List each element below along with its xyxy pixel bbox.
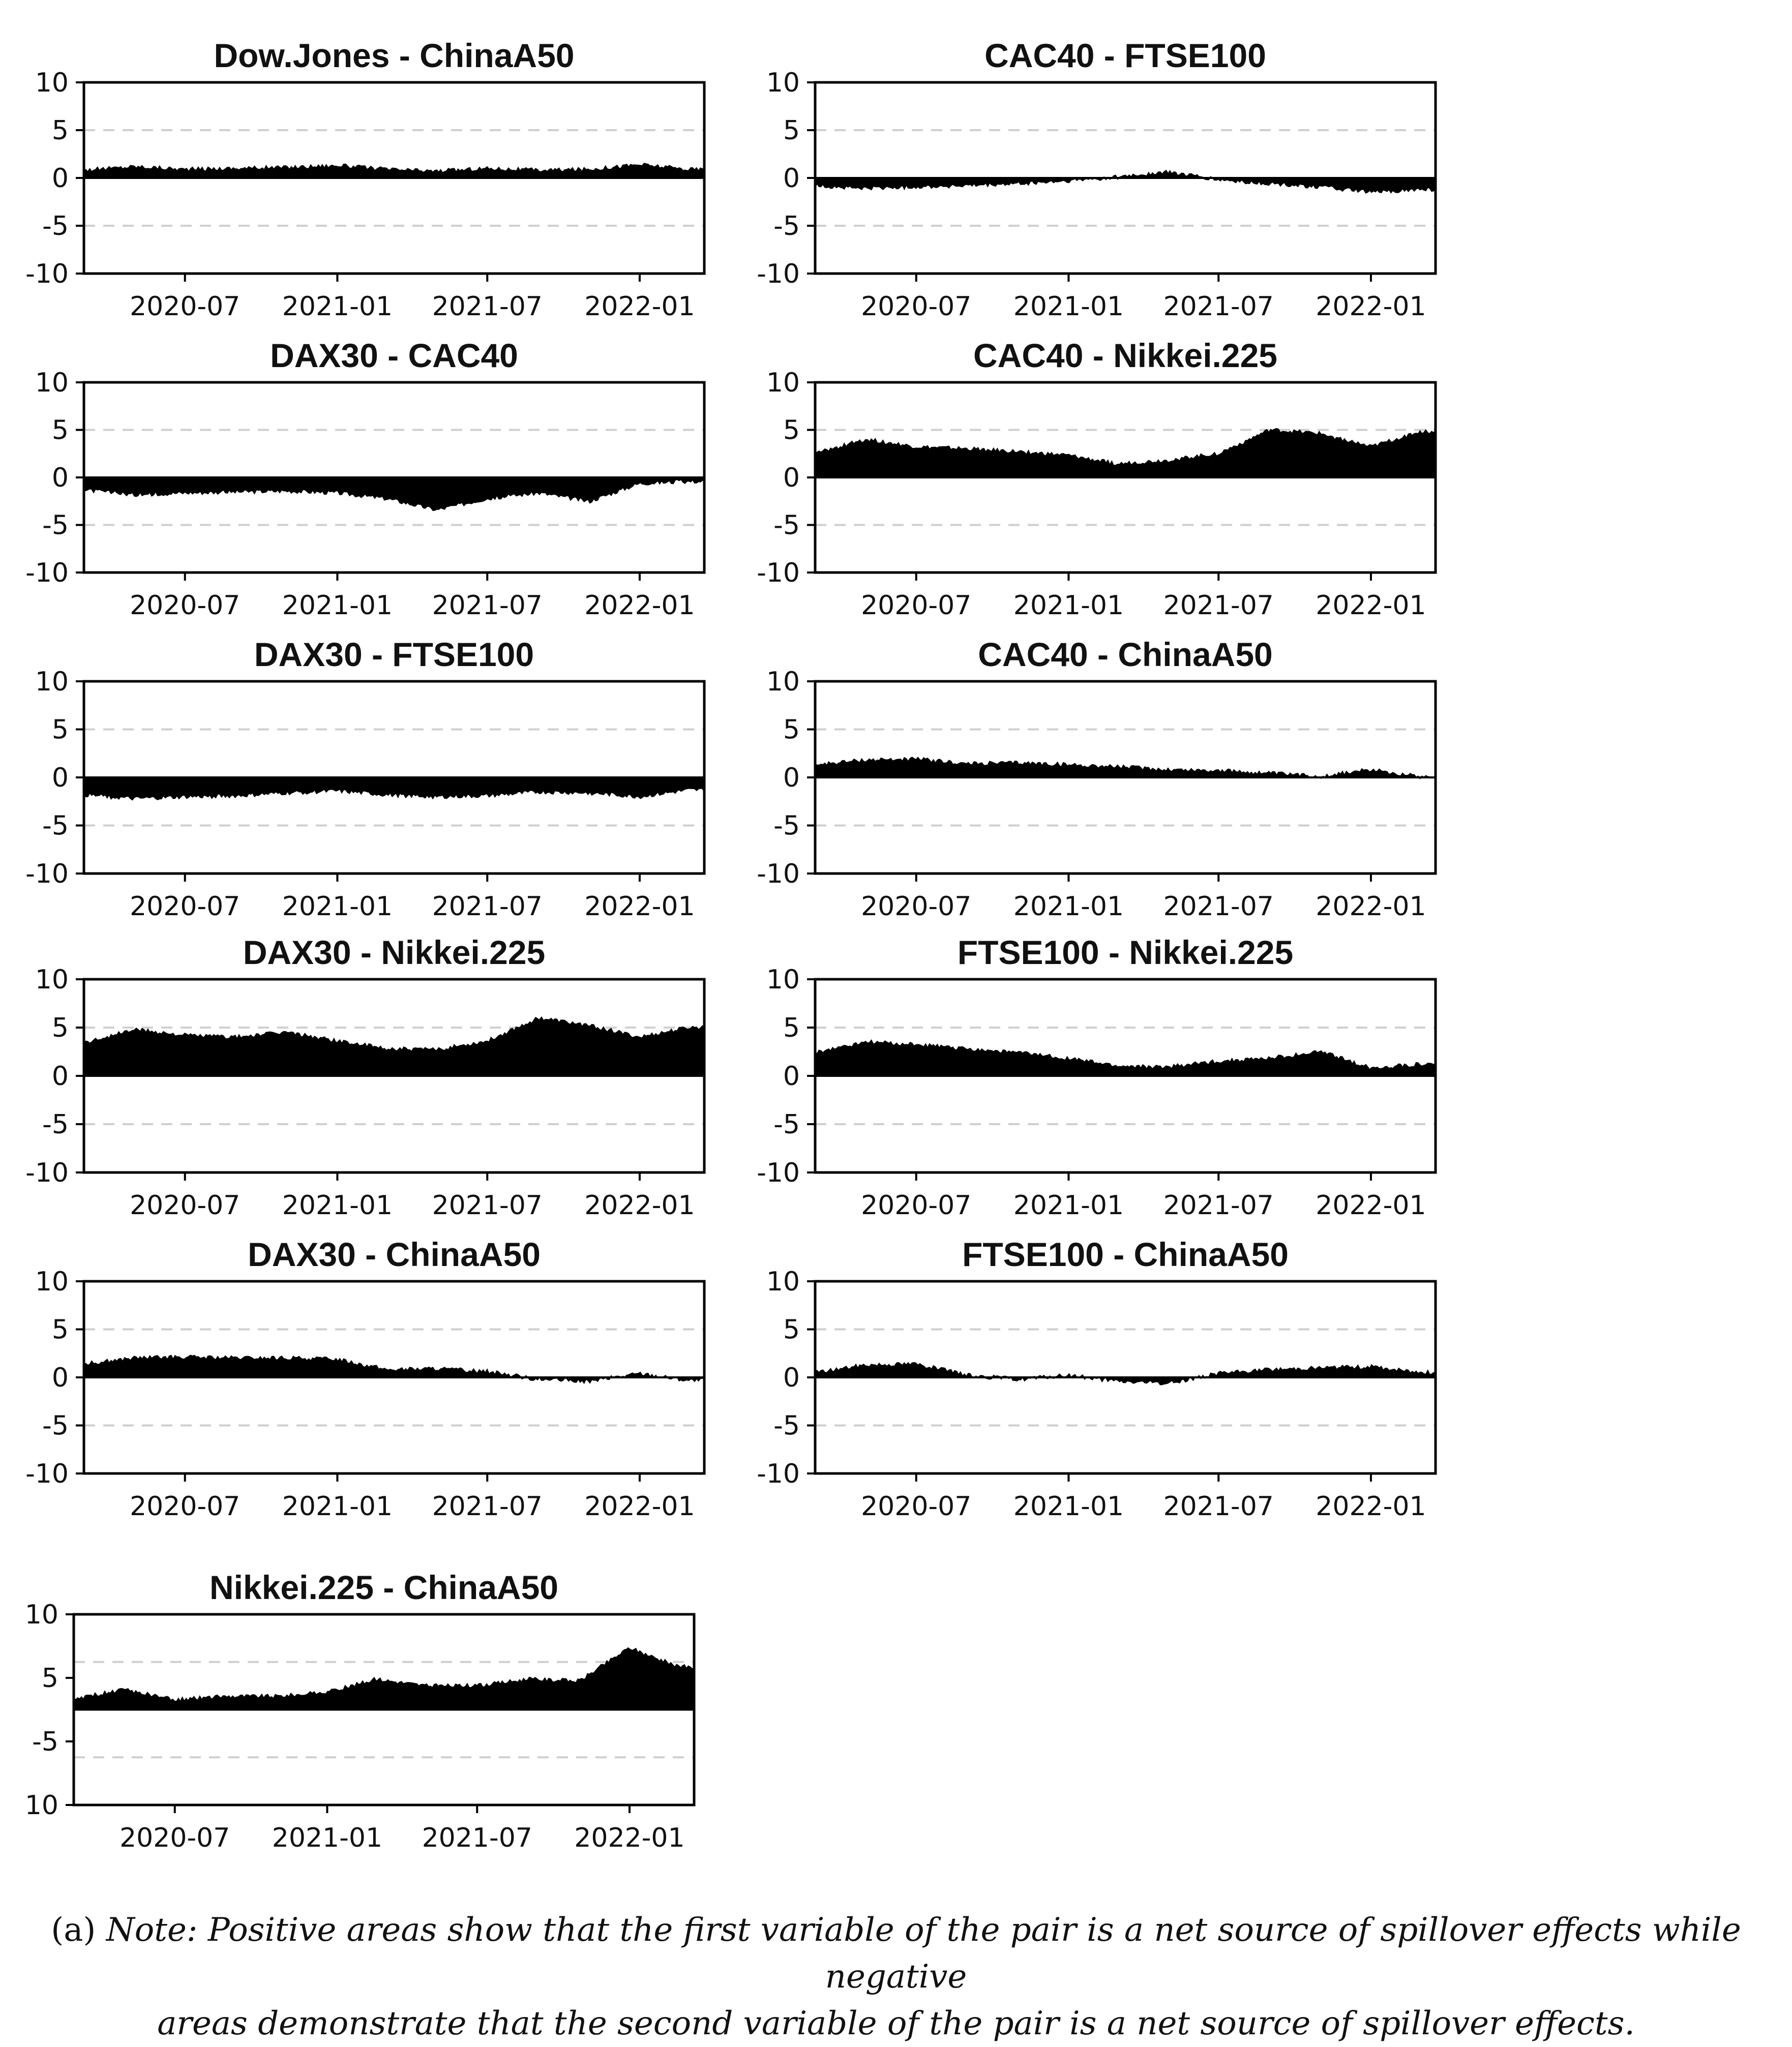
x-tick-label: 2020-07: [130, 291, 241, 322]
caption-line-1: [0, 1907, 1792, 2000]
x-tick-label: 2021-07: [432, 291, 543, 322]
y-tick-label: -10: [757, 1459, 800, 1489]
y-tick-label: -5: [42, 810, 69, 841]
x-tick-label: 2022-01: [1316, 891, 1426, 922]
y-tick-label: -5: [42, 510, 69, 541]
x-tick-label: 2022-01: [584, 891, 695, 922]
y-tick-label: -10: [25, 259, 69, 289]
y-tick-label: 0: [783, 163, 800, 194]
x-tick-label: 2021-01: [1013, 291, 1124, 322]
y-tick-label: 0: [783, 463, 800, 493]
y-tick-label: -5: [773, 1410, 800, 1441]
y-tick-label: -5: [773, 510, 800, 541]
y-tick-label: -5: [42, 1109, 69, 1140]
x-tick-label: 2021-01: [282, 1190, 393, 1221]
chart-panel-10: [757, 1236, 1436, 1522]
x-tick-label: 2020-07: [861, 1491, 972, 1522]
panel-title: DAX30 - ChinaA50: [248, 1236, 541, 1273]
x-tick-label: 2022-01: [1316, 590, 1426, 621]
y-tick-label: 5: [783, 1314, 800, 1345]
y-tick-label: -5: [42, 1410, 69, 1441]
y-tick-label: 0: [783, 1363, 800, 1393]
panel-title: CAC40 - FTSE100: [984, 37, 1266, 74]
x-tick-label: 2022-01: [1316, 1190, 1426, 1221]
y-tick-label: -5: [773, 810, 800, 841]
y-tick-label: 0: [51, 1363, 69, 1393]
y-tick-label: -5: [32, 1727, 58, 1757]
y-tick-label: 5: [51, 714, 69, 745]
y-tick-label: -10: [757, 859, 800, 889]
y-tick-label: 10: [35, 667, 69, 697]
y-tick-label: 10: [766, 667, 800, 697]
x-tick-label: 2021-01: [282, 590, 393, 621]
chart-panel-2: [757, 37, 1436, 322]
panel-title: DAX30 - CAC40: [270, 337, 518, 374]
caption-text-2: areas demonstrate that the second variable of the pair is a net source of spillover effects.: [157, 2005, 1635, 2042]
chart-panel-11: [25, 1569, 694, 1853]
x-tick-label: 2020-07: [861, 1190, 972, 1221]
y-tick-label: -10: [25, 558, 69, 588]
y-tick-label: -5: [773, 211, 800, 242]
caption-label: (a): [51, 1911, 96, 1949]
x-tick-label: 2022-01: [574, 1823, 685, 1853]
y-tick-label: 0: [783, 1061, 800, 1092]
x-tick-label: 2020-07: [861, 891, 972, 922]
x-tick-label: 2021-01: [282, 291, 393, 322]
chart-panel-8: [757, 934, 1436, 1221]
x-tick-label: 2020-07: [120, 1823, 230, 1853]
y-tick-label: 5: [51, 1314, 69, 1345]
panel-title: DAX30 - Nikkei.225: [243, 934, 546, 971]
x-tick-label: 2020-07: [130, 1190, 241, 1221]
caption-text-1: Note: Positive areas show that the first variable of the pair is a net source of spillover effects while negative: [106, 1911, 1741, 1996]
y-tick-label: 10: [766, 68, 800, 98]
y-tick-label: 5: [783, 115, 800, 146]
y-tick-label: -10: [25, 1158, 69, 1188]
chart-panel-3: [25, 337, 704, 621]
panel-title: DAX30 - FTSE100: [254, 636, 534, 673]
y-tick-label: -10: [25, 1459, 69, 1489]
x-tick-label: 2021-01: [282, 1491, 393, 1522]
panel-title: Nikkei.225 - ChinaA50: [210, 1569, 558, 1606]
x-tick-label: 2022-01: [1316, 1491, 1426, 1522]
x-tick-label: 2020-07: [130, 590, 241, 621]
panel-title: Dow.Jones - ChinaA50: [214, 37, 575, 74]
y-tick-label: 0: [51, 763, 69, 793]
x-tick-label: 2022-01: [584, 1190, 695, 1221]
y-tick-label: 10: [35, 1267, 69, 1297]
y-tick-label: -10: [757, 558, 800, 588]
y-tick-label: 10: [35, 965, 69, 995]
x-tick-label: 2021-07: [432, 1190, 543, 1221]
y-tick-label: 5: [783, 714, 800, 745]
chart-panel-4: [757, 337, 1436, 621]
y-tick-label: -10: [757, 1158, 800, 1188]
y-tick-label: 10: [24, 1790, 58, 1821]
chart-panel-5: [25, 636, 704, 922]
chart-panel-6: [757, 636, 1436, 922]
x-tick-label: 2021-01: [272, 1823, 383, 1853]
y-tick-label: 5: [783, 415, 800, 446]
x-tick-label: 2020-07: [861, 291, 972, 322]
chart-panel-1: [25, 37, 704, 322]
x-tick-label: 2021-07: [422, 1823, 532, 1853]
chart-panel-7: [25, 934, 704, 1221]
figure-caption: [0, 1907, 1792, 2047]
x-tick-label: 2020-07: [130, 1491, 241, 1522]
x-tick-label: 2022-01: [584, 1491, 695, 1522]
y-tick-label: 10: [35, 68, 69, 98]
y-tick-label: -10: [25, 859, 69, 889]
y-tick-label: 10: [24, 1600, 58, 1630]
y-tick-label: -5: [773, 1109, 800, 1140]
x-tick-label: 2022-01: [1316, 291, 1426, 322]
x-tick-label: 2021-07: [1163, 1491, 1274, 1522]
y-tick-label: 5: [51, 1013, 69, 1043]
y-tick-label: 10: [766, 965, 800, 995]
y-tick-label: 5: [783, 1013, 800, 1043]
x-tick-label: 2021-01: [282, 891, 393, 922]
y-tick-label: -10: [757, 259, 800, 289]
panel-title: FTSE100 - Nikkei.225: [957, 934, 1294, 971]
x-tick-label: 2021-07: [1163, 291, 1274, 322]
x-tick-label: 2021-01: [1013, 891, 1124, 922]
x-tick-label: 2021-07: [432, 590, 543, 621]
panel-title: FTSE100 - ChinaA50: [962, 1236, 1289, 1273]
y-tick-label: 0: [51, 163, 69, 194]
x-tick-label: 2021-01: [1013, 1190, 1124, 1221]
y-tick-label: 0: [783, 763, 800, 793]
y-tick-label: 10: [35, 368, 69, 398]
panel-title: CAC40 - ChinaA50: [978, 636, 1273, 673]
y-tick-label: 10: [766, 368, 800, 398]
x-tick-label: 2022-01: [584, 291, 695, 322]
y-tick-label: 0: [51, 463, 69, 493]
x-tick-label: 2021-07: [432, 891, 543, 922]
y-tick-label: 5: [51, 115, 69, 146]
x-tick-label: 2021-07: [1163, 590, 1274, 621]
x-tick-label: 2021-01: [1013, 590, 1124, 621]
x-tick-label: 2020-07: [861, 590, 972, 621]
panel-title: CAC40 - Nikkei.225: [973, 337, 1277, 374]
y-tick-label: 5: [41, 1663, 58, 1694]
x-tick-label: 2021-07: [432, 1491, 543, 1522]
x-tick-label: 2021-01: [1013, 1491, 1124, 1522]
y-tick-label: -5: [42, 211, 69, 242]
x-tick-label: 2021-07: [1163, 1190, 1274, 1221]
y-tick-label: 5: [51, 415, 69, 446]
y-tick-label: 10: [766, 1267, 800, 1297]
y-tick-label: 0: [51, 1061, 69, 1092]
x-tick-label: 2022-01: [584, 590, 695, 621]
chart-panel-9: [25, 1236, 704, 1522]
x-tick-label: 2021-07: [1163, 891, 1274, 922]
x-tick-label: 2020-07: [130, 891, 241, 922]
